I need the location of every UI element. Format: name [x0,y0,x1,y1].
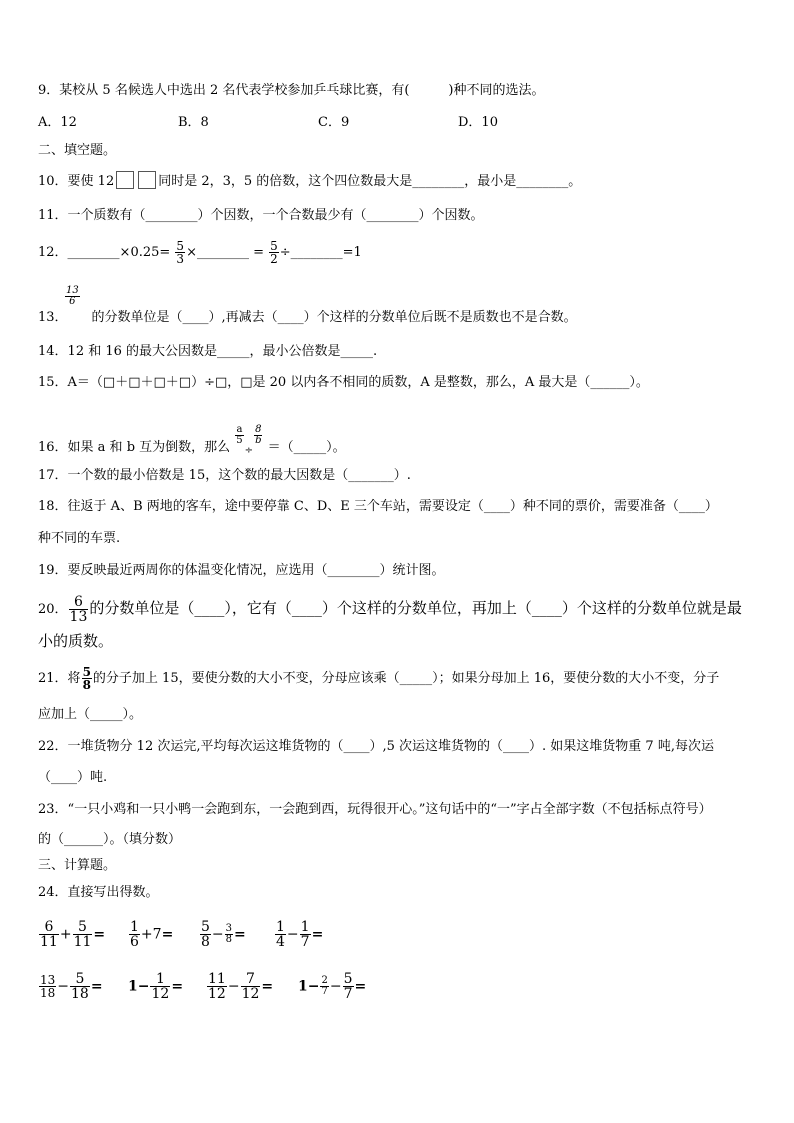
question-number: 23． [38,802,68,817]
operator: ÷ [244,445,254,456]
fraction: $\frac{5}{8}$ [82,665,91,692]
question-23-cont: 的（______）。（填分数） [38,832,182,847]
operator: − [286,926,299,943]
equals: = [161,926,174,943]
question-10 [38,171,581,191]
question-text: 如果 a 和 b 互为倒数，那么 [67,440,231,455]
question-text: 要反映最近两周你的体温变化情况，应选用（________）统计图。 [67,563,445,578]
question-text: 12 和 16 的最大公因数是_____，最小公倍数是_____. [67,344,378,359]
equals: = [93,926,106,943]
fraction: $\frac{7}{12}$ [241,971,260,1002]
question-24 [38,884,159,902]
fraction: $\frac{6}{11}$ [40,919,58,950]
fraction: $\frac{1}{7}$ [300,919,310,950]
equals: = [311,926,324,943]
question-20-cont: 小的质数。 [38,632,114,650]
section-heading-calc: 三、计算题。 [38,858,117,873]
fraction: $\frac{5}{7}$ [343,971,353,1002]
question-number: 17． [38,468,68,483]
fraction: $\frac{5}{2}$ [270,239,278,266]
question-text: 要使 12 [67,174,115,189]
equals: = [261,978,274,995]
option-a: A．12 [38,115,77,130]
question-9-options [38,114,498,132]
question-14 [38,343,377,361]
fraction: $\frac{5}{11}$ [73,919,92,950]
section-heading-fill: 二、填空题。 [38,143,117,158]
calc-item [274,920,323,949]
question-text: 同时是 2，3，5 的倍数，这个四位数最大是________，最小是________。 [158,174,582,189]
operator: + [59,926,72,943]
question-number: 22． [38,739,68,754]
question-number: 9． [38,83,60,98]
operator: − [227,978,240,995]
question-text: 往返于 A、B 两地的客车，途中要停靠 C、D、E 三个车站，需要设定（____）种不同的票价，需要准备（____） [67,499,718,514]
equals: = [354,978,367,995]
question-12 [38,236,362,270]
fraction: $\frac{1}{4}$ [276,919,285,950]
question-number: 14． [38,344,68,359]
question-21-cont: 应加上（_____）。 [38,707,143,722]
question-13 [38,309,577,327]
question-number: 13． [38,310,68,325]
question-16 [38,425,346,468]
question-number: 12． [38,245,68,260]
question-number: 19． [38,563,68,578]
question-text: 一堆货物分 12 次运完,平均每次运这堆货物的（____）,5 次运这堆货物的（____）. 如果这堆货物重 7 吨,每次运 [67,739,714,754]
question-9 [38,82,545,100]
calc-item [38,920,105,949]
question-text: 一个质数有（________）个因数，一个合数最少有（________）个因数。 [67,208,484,223]
fraction: $\frac{a}{5}$ [236,424,243,446]
equals: = [234,926,246,943]
question-text: “一只小鸡和一只小鸭一会跑到东，一会跑到西，玩得很开心。”这句话中的“一”字占全部字数（不包括标点符号） [67,802,712,817]
question-text: 的分子加上 15，要使分数的大小不变，分母应该乘（_____）；如果分母加上 16，要使分数的大小不变，分子 [92,671,720,686]
question-22-cont: （____）吨. [38,770,108,785]
fraction: $\frac{13}{18}$ [40,973,56,1000]
question-text: 的分数单位是（____），它有（____）个这样的分数单位，再加上（____）个这样的分数单位就是最 [89,599,742,617]
question-18 [38,498,718,516]
fraction: $\frac{8}{b}$ [255,424,262,446]
fraction: $\frac{1}{12}$ [151,971,170,1002]
question-11 [38,207,484,225]
digit-box [138,171,156,189]
option-c: C．9 [318,115,350,130]
equals: = [171,978,184,995]
question-text: ×________ = [186,245,264,260]
question-23 [38,801,712,819]
fraction: $\frac{5}{3}$ [176,239,185,266]
question-text: 的分数单位是（____）,再减去（____）个这样的分数单位后既不是质数也不是合数。 [91,310,577,325]
digit-box [116,171,134,189]
fraction: $\frac{5}{8}$ [201,919,210,950]
fraction: $\frac{5}{18}$ [71,971,89,1002]
question-number: 20． [38,602,68,617]
operator: − [211,926,224,943]
question-15 [38,374,649,392]
option-d: D．10 [458,115,498,130]
question-text: ________×0.25= [67,245,171,260]
question-18-cont: 种不同的车票. [38,531,121,546]
question-number: 11． [38,208,68,223]
question-number: 18． [38,499,68,514]
calc-item [38,972,103,1001]
question-20 [38,590,742,628]
fraction: $\frac{1}{6}$ [130,919,139,950]
question-text: ＝（_____）。 [267,440,346,455]
question-number: 10． [38,174,68,189]
question-number: 24． [38,885,68,900]
fraction: $\frac{3}{8}$ [225,923,233,945]
question-17 [38,467,411,485]
question-21 [38,664,719,694]
equals: = [90,978,103,995]
question-text: 一个数的最小倍数是 15，这个数的最大因数是（_______）. [67,468,411,483]
question-text: ÷________=1 [279,245,362,260]
operator: − [329,978,342,995]
question-text: 某校从 5 名候选人中选出 2 名代表学校参加乒乓球比赛，有( )种不同的选法。 [59,83,545,98]
calc-item [199,920,246,949]
fraction: $\frac{2}{7}$ [321,975,328,997]
operator: 1− [298,978,320,995]
calc-item [128,920,173,949]
operator: +7 [140,926,162,943]
question-number: 21． [38,671,68,686]
calc-item [128,972,183,1001]
option-b: B．8 [178,115,209,130]
fraction: $\frac{13}{6}$ [66,285,79,307]
calc-item [206,972,273,1001]
question-text: 直接写出得数。 [67,885,159,900]
operator: − [57,978,70,995]
fraction: $\frac{6}{13}$ [69,593,88,625]
question-22 [38,738,714,756]
question-text: 将 [67,671,81,686]
question-number: 15． [38,375,68,390]
operator: 1− [128,978,150,995]
calc-item [298,972,366,1001]
fraction: $\frac{11}{12}$ [208,971,226,1002]
question-text: A＝（□＋□＋□＋□）÷□，□是 20 以内各不相同的质数，A 是整数，那么，A 最大是（______）。 [67,375,649,390]
question-number: 16． [38,440,68,455]
question-19 [38,562,445,580]
